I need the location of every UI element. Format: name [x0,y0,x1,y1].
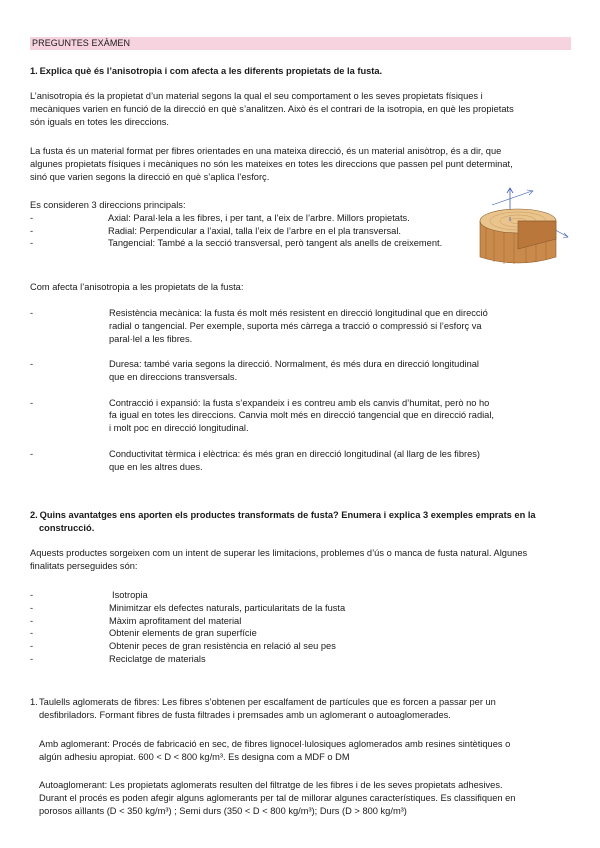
effects-block [30,307,562,486]
question-2-text-cont: construcció. [39,522,95,533]
text-line: finalitats perseguides són: [30,560,138,571]
list-item: - Isotropia [30,590,148,600]
wood-log-diagram [470,187,570,269]
text-line: La fusta és un material format per fibres orientades en una mateixa direcció, és un material anisòtrop, és a dir, que [30,146,502,156]
text-line: algún adhesiu apropiat. 600 < D < 800 kg/m³. Es designa com a MDF o DM [39,751,350,762]
autoaglomerant [30,779,571,817]
directions-intro: Es consideren 3 direccions principals: [30,200,186,210]
question-1-number: 1. [30,66,38,76]
q2-intro [30,547,562,573]
text-line: Aquests productes sorgeixen com un intent de superar les limitacions, problemes d’ús o manca de fusta natural. Algunes [30,548,528,558]
list-item: - Duresa: també varia segons la direcció. Normalment, és més dura en direcció longitudinal que en direccions transversals. [30,359,479,382]
example-1 [30,696,562,722]
goals-block [30,589,562,666]
text-line: Durant el procés es poden afegir alguns aglomerants per tal de millorar algunes característiques. Es classifiquen en [39,792,516,803]
text-line: porosos aïllants (D < 350 kg/m³) ; Semi durs (350 < D < 800 kg/m³); Durs (D > 800 kg/m³) [39,805,407,816]
amb-aglomerant [30,738,571,764]
question-2-title [30,509,562,535]
text-line: mecàniques varien en funció de la direcció en què s’analitzen. Això és el contrari de la isotropia, en què les propietats [30,103,514,114]
list-item: - Obtenir elements de gran superfície [30,628,257,639]
effects-list [30,307,562,473]
q1-paragraph-2 [30,145,562,183]
goals-list [30,589,562,666]
section-header [30,37,571,50]
question-1-text: Explica què és l’anisotropia i com afecta a les diferents propietats de la fusta. [39,66,383,76]
effects-intro: Com afecta l’anisotropia a les propietats de la fusta: [30,282,244,292]
list-item: - Obtenir peces de gran resistència en relació al seu pes [30,641,336,652]
text-line: sinó que varien segons la direcció en què s’aplica l’esforç. [30,171,270,182]
list-item: - Resistència mecànica: la fusta és molt més resistent en direcció longitudinal que en direcció radial o tangencial. Per exemple, suporta més càrrega a tracció o compressió si l’esforç va paral·lel a les fibres. [30,308,488,344]
list-item: - Reciclatge de materials [30,653,206,664]
list-item: - Tangencial: També a la secció transversal, però tangent als anells de creixement. [30,238,443,249]
example-1-number: 1. [30,697,38,707]
text-line: són iguals en totes les direccions. [30,116,170,127]
list-item: - Radial: Perpendicular a l’axial, talla l’eix de l’arbre en el pla transversal. [30,225,402,236]
list-item: - Conductivitat tèrmica i elèctrica: és més gran en direcció longitudinal (al llarg de les fibres) que en les altres dues. [30,448,481,472]
list-item: - Contracció i expansió: la fusta s’expandeix i es contreu amb els canvis d’humitat, però no ho fa igual en totes les direccions. Canvia molt més en direcció tangencial que en direcció radial, i molt poc en direcció longitudinal. [30,397,494,434]
text-line: L’anisotropia és la propietat d’un material segons la qual el seu comportament o les seves propietats físiques i [30,91,483,101]
text-line: desfibriladors. Formant fibres de fusta filtrades i premsades amb un aglomerant o autoaglomerades. [39,709,451,720]
question-2-text: Quins avantatges ens aporten els productes transformats de fusta? Enumera i explica 3 exemples emprats en la [39,510,536,520]
text-line: Autoaglomerant: Les propietats aglomerats resulten del filtratge de les fibres i de les seves propietats adhesives. [39,780,503,790]
list-item: - Minimitzar els defectes naturals, particularitats de la fusta [30,602,346,613]
question-2-number: 2. [30,510,38,520]
q1-paragraph-1 [30,90,562,128]
list-item: - Axial: Paral·lela a les fibres, i per tant, a l’eix de l’arbre. Millors propietats. [30,212,410,223]
text-line: Taulells aglomerats de fibres: Les fibres s’obtenen per escalfament de partícules que es forcen a passar per un [39,697,496,707]
section-header-title: PREGUNTES EXÀMEN [32,38,131,48]
list-item: - Màxim aprofitament del material [30,615,242,626]
text-line: Amb aglomerant: Procés de fabricació en sec, de fibres lignocel·lulosiques aglomerados amb resines sintètiques o [39,739,511,749]
question-1-title [30,65,562,78]
text-line: algunes propietats físiques i mecàniques no són les mateixes en totes les direccions que passen pel punt determinat, [30,158,513,169]
